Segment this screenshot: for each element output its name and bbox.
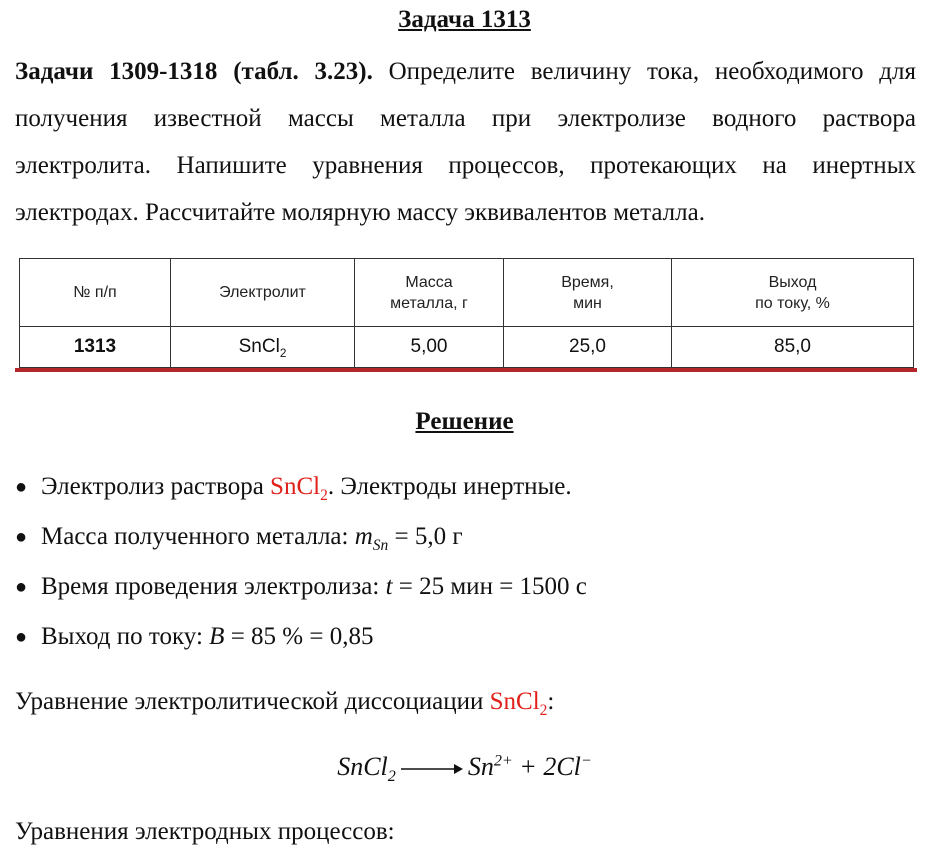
list-item: ● Выход по току: B = 85 % = 0,85 (15, 612, 915, 662)
list-item: ● Время проведения электролиза: t = 25 мин = 1500 с (15, 562, 915, 612)
dissociation-equation: SnCl$_2$ $Sn^{2+} + 2Cl^-$ (337, 752, 592, 786)
electrode-heading: Уравнения электродных процессов: (15, 818, 395, 845)
list-item: ● Электролиз раствора SnCl$_2$. Электроды инертные. (15, 462, 915, 512)
task-title: Задача 1313 (398, 6, 531, 33)
data-table-container (19, 258, 913, 368)
header-mass: Масса металла, г (355, 259, 504, 327)
solution-title: Решение (415, 408, 514, 435)
var-b: B (209, 623, 225, 650)
problem-statement (15, 48, 916, 236)
problem-text: Определите величину тока, необходимого для получения известной массы металла при электролизе водного раствора электролита. Напишите уравнения процессов, протекающих на инертных электродах. Рассчитайте молярную массу эквивалентов металла. (15, 58, 916, 226)
bullet-icon: ● (15, 626, 28, 648)
var-t: t (385, 573, 393, 600)
formula-sncl2: SnCl$_2$ (270, 473, 328, 504)
header-time: Время, мин (504, 259, 672, 327)
cell-time: 25,0 (504, 327, 672, 368)
cell-electrolyte: SnCl$_2$ (171, 327, 355, 368)
given-data-list (15, 462, 915, 662)
bullet-icon: ● (15, 526, 28, 548)
dissociation-heading: Уравнение электролитической диссоциации SnCl$_2$: (15, 688, 555, 719)
cell-mass: 5,00 (355, 327, 504, 368)
var-m-sn: $m_{Sn}$ (354, 523, 389, 554)
bullet-icon: ● (15, 576, 28, 598)
data-table (19, 258, 914, 368)
table-bottom-rule (15, 368, 917, 372)
list-item: ● Масса полученного металла: $m_{Sn} = 5,0$ г (15, 512, 915, 562)
header-number: № п/п (20, 259, 171, 327)
cell-number: 1313 (20, 327, 171, 368)
problem-reference: Задачи 1309-1318 (табл. 3.23). (15, 58, 373, 85)
reaction-arrow-icon (400, 762, 464, 776)
formula-sncl2-red: SnCl$_2$ (489, 688, 548, 719)
cell-yield: 85,0 (672, 327, 914, 368)
header-electrolyte: Электролит (171, 259, 355, 327)
header-yield: Выход по току, % (672, 259, 914, 327)
table-row (20, 327, 914, 368)
bullet-icon: ● (15, 476, 28, 498)
table-header-row (20, 259, 914, 327)
